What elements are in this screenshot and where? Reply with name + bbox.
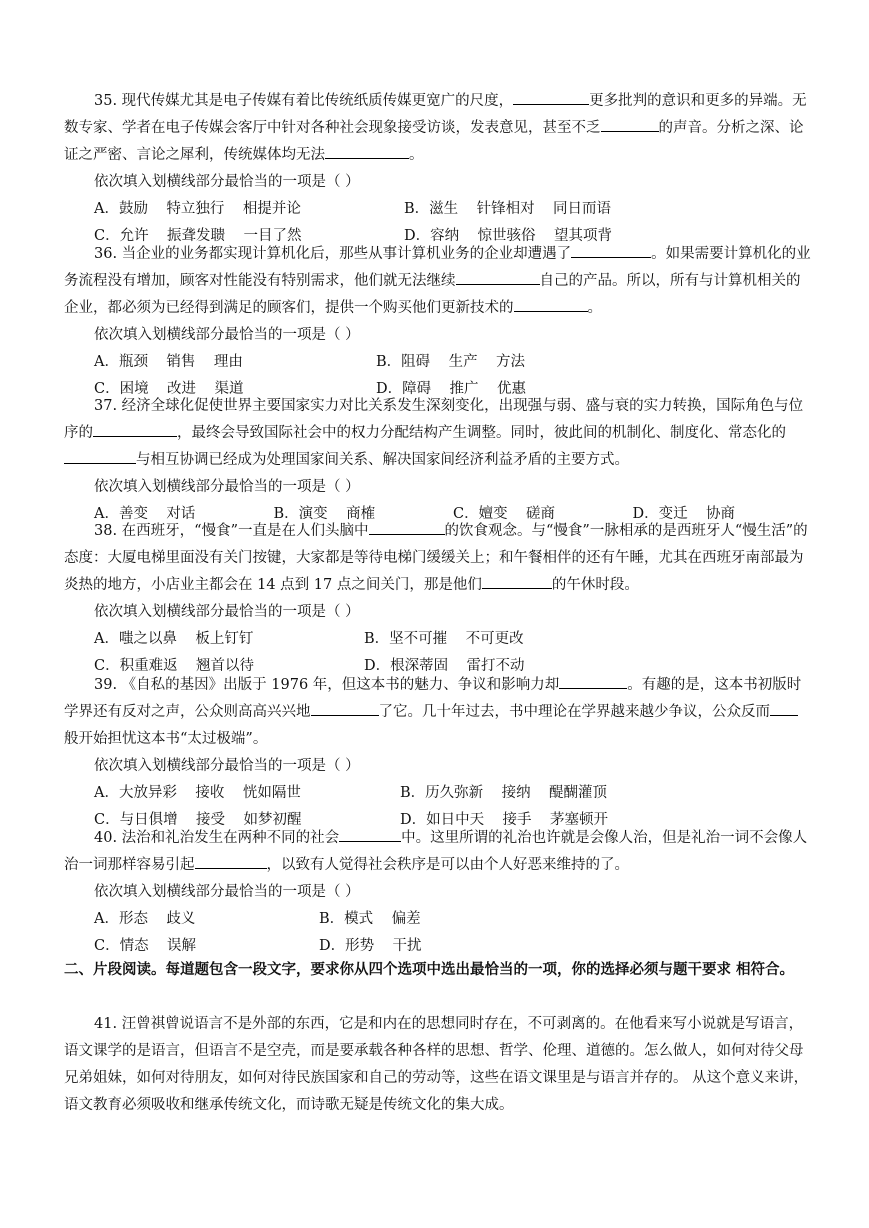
- question-stem: 41. 汪曾祺曾说语言不是外部的东西，它是和内在的思想同时存在，不可剥离的。在他看来写小说就是写语言，语文课学的是语言，但语言不是空壳，而是要承载各种各样的思想、哲学、伦理、道德的。怎么做人，如何对待父母兄弟姐妹，如何对待朋友，如何对待民族国家和自己的劳动等，这些在语文课里是与语言并存的。 从这个意义来讲，语文教育必须吸收和继承传统文化，而诗歌无疑是传统文化的集大成。: [64, 1016, 809, 1113]
- question-stem: 38. 在西班牙，“慢食”一直是在人们头脑中 的饮食观念。与“慢食”一脉相承的是西班牙人“慢生活”的态度：大厦电梯里面没有关门按键，大家都是等待电梯门缓缓关上；和午餐相伴的还有午睡，尤其在西班牙南部最为炎热的地方，小店业主都会在 14 点到 17 点之间关门，那是他们 的午休时段。: [64, 518, 812, 599]
- answer-blank: [195, 853, 267, 869]
- option-b: B．模式 偏差: [319, 911, 421, 927]
- question-39: [64, 672, 812, 834]
- option-d: D．容纳 惊世骇俗 望其项背: [404, 228, 612, 244]
- question-prompt: 依次填入划横线部分最恰当的一项是（ ）: [94, 479, 360, 495]
- question-prompt: 依次填入划横线部分最恰当的一项是（ ）: [94, 174, 360, 190]
- answer-blank: [311, 700, 379, 716]
- option-b: B．历久弥新 接纳 醍醐灌顶: [400, 785, 608, 801]
- option-c: C．嬗变 磋商: [453, 506, 556, 522]
- option-c: C．允许 振聋发聩 一目了然: [94, 228, 302, 244]
- question-stem: 36. 当企业的业务都实现计算机化后，那些从事计算机业务的企业却遭遇了 。如果需要计算机化的业务流程没有增加，顾客对性能没有特别需求，他们就无法继续 自己的产品。所以，所有与计算机相关的企业，都必须为已经得到满足的顾客们，提供一个购买他们更新技术的 。: [64, 241, 812, 322]
- option-d: D．形势 干扰: [319, 938, 422, 954]
- question-38: [64, 518, 812, 680]
- answer-blank: [513, 89, 589, 105]
- answer-blank: [339, 826, 401, 842]
- answer-blank: [770, 700, 798, 716]
- question-stem: 40. 法治和礼治发生在两种不同的社会 中。这里所谓的礼治也许就是会像人治，但是礼治一词不会像人治一词那样容易引起 ，以致有人觉得社会秩序是可以由个人好恶来维持的了。: [64, 825, 812, 879]
- answer-blank: [325, 143, 409, 159]
- question-35: [64, 88, 812, 250]
- question-37: [64, 393, 812, 528]
- option-b: B．演变 商榷: [273, 506, 376, 522]
- question-stem: 39. 《自私的基因》出版于 1976 年，但这本书的魅力、争议和影响力却 。有趣的是，这本书初版时学界还有反对之声，公众则高高兴兴地 了它。几十年过去，书中理论在学界越来越少争议，公众反而般开始担忧这本书“太过极端”。: [64, 672, 812, 753]
- question-prompt: 依次填入划横线部分最恰当的一项是（ ）: [94, 758, 360, 774]
- option-c: C．与日俱增 接受 如梦初醒: [94, 812, 302, 828]
- question-41: [64, 1011, 812, 1119]
- option-d: D．变迁 协商: [632, 506, 736, 522]
- answer-blank: [514, 296, 588, 312]
- option-c: C．积重难返 翘首以待: [94, 658, 255, 674]
- option-a: A．鼓励 特立独行 相提并论: [94, 201, 301, 217]
- answer-blank: [482, 573, 552, 589]
- answer-blank: [64, 448, 136, 464]
- question-stem: 35. 现代传媒尤其是电子传媒有着比传统纸质传媒更宽广的尺度， 更多批判的意识和更多的异端。无数专家、学者在电子传媒会客厅中针对各种社会现象接受访谈，发表意见，甚至不乏 的声音。分析之深、论证之严密、言论之犀利，传统媒体均无法 。: [64, 88, 812, 169]
- option-c: C．情态 误解: [94, 938, 197, 954]
- option-a: A．善变 对话: [94, 506, 196, 522]
- answer-blank: [601, 116, 659, 132]
- option-d: D．如日中天 接手 茅塞顿开: [400, 812, 608, 828]
- option-b: B．阻碍 生产 方法: [376, 354, 526, 370]
- answer-blank: [456, 269, 540, 285]
- option-d: D．根深蒂固 雷打不动: [364, 658, 525, 674]
- question-prompt: 依次填入划横线部分最恰当的一项是（ ）: [94, 327, 360, 343]
- option-b: B．坚不可摧 不可更改: [364, 631, 524, 647]
- option-a: A．瓶颈 销售 理由: [94, 354, 243, 370]
- answer-blank: [93, 421, 177, 437]
- question-stem: 37. 经济全球化促使世界主要国家实力对比关系发生深刻变化，出现强与弱、盛与衰的实力转换，国际角色与位序的 ，最终会导致国际社会中的权力分配结构产生调整。同时，彼此间的机制化、制度化、常态化的与相互协调已经成为处理国家间关系、解决国家间经济利益矛盾的主要方式。: [64, 398, 804, 468]
- question-40: [64, 825, 812, 960]
- option-d: D．障碍 推广 优惠: [376, 381, 526, 397]
- option-c: C．困境 改进 渠道: [94, 381, 244, 397]
- option-a: A．嗤之以鼻 板上钉钉: [94, 631, 254, 647]
- answer-blank: [559, 673, 627, 689]
- option-b: B．滋生 针锋相对 同日而语: [404, 201, 612, 217]
- answer-blank: [369, 519, 445, 535]
- section-heading: 二、片段阅读。每道题包含一段文字，要求你从四个选项中选出最恰当的一项，你的选择必须与题干要求 相符合。: [64, 961, 795, 978]
- option-a: A．大放异彩 接收 恍如隔世: [94, 785, 301, 801]
- question-prompt: 依次填入划横线部分最恰当的一项是（ ）: [94, 604, 360, 620]
- question-36: [64, 241, 812, 403]
- options: [64, 906, 812, 960]
- option-a: A．形态 歧义: [94, 911, 196, 927]
- answer-blank: [571, 242, 651, 258]
- question-prompt: 依次填入划横线部分最恰当的一项是（ ）: [94, 884, 360, 900]
